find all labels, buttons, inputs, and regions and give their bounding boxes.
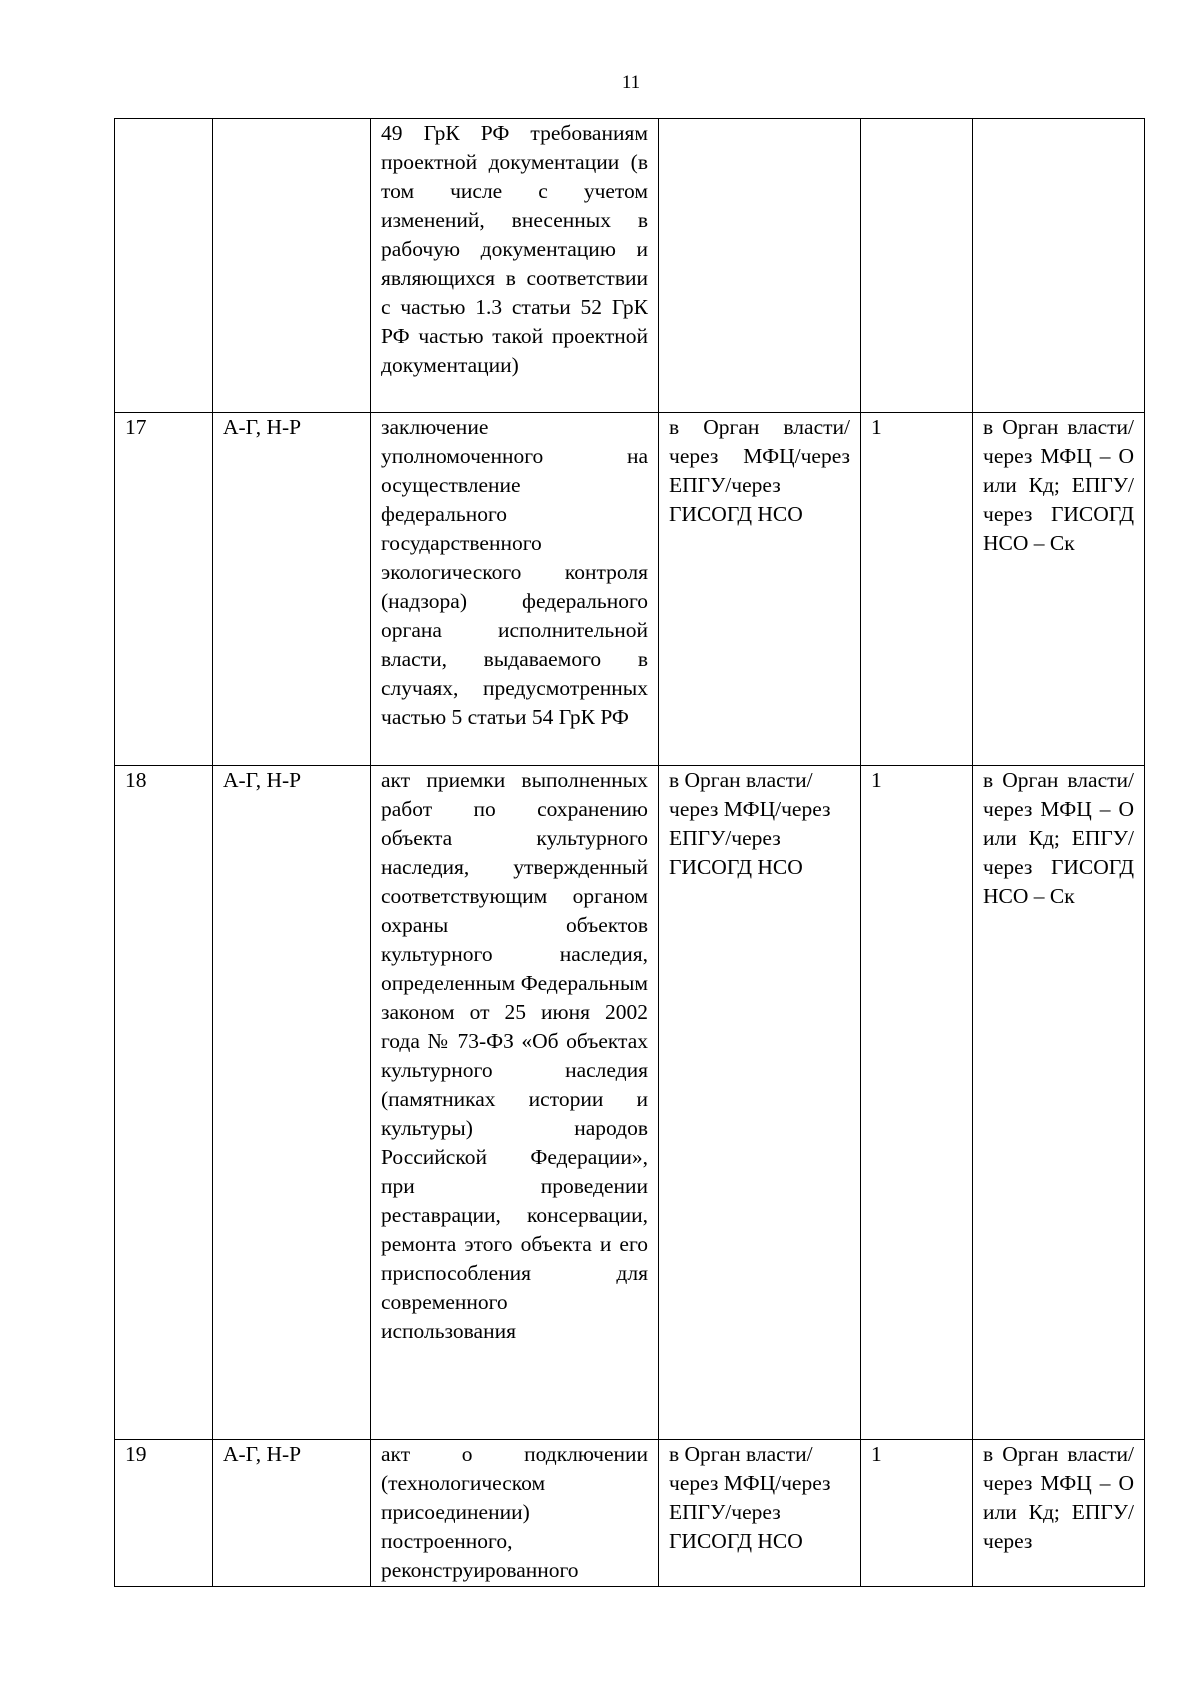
applicant-category: А-Г, Н-Р <box>213 413 371 766</box>
document-count: 1 <box>861 1440 973 1587</box>
document-description: 49 ГрК РФ требованиям проектной документации (в том числе с учетом изменений, внесенных в рабочую документацию и являющихся в соответствии с частью 1.3 статьи 52 ГрК РФ частью такой проектной документации) <box>371 119 659 413</box>
submission-method: в Орган власти/через МФЦ/через ЕПГУ/через ГИСОГД НСО <box>659 413 861 766</box>
applicant-category: А-Г, Н-Р <box>213 766 371 1440</box>
submission-method: в Орган власти/через МФЦ/через ЕПГУ/через ГИСОГД НСО <box>659 766 861 1440</box>
row-number: 19 <box>115 1440 213 1587</box>
document-description: акт приемки выполненных работ по сохранению объекта культурного наследия, утвержденный соответствующим органом охраны объектов культурного наследия, определенным Федеральным законом от 25 июня 2002 года № 73-ФЗ «Об объектах культурного наследия (памятниках истории и культуры) народов Российской Федерации», при проведении реставрации, консервации, ремонта этого объекта и его приспособления для современного использования <box>371 766 659 1440</box>
row-number <box>115 119 213 413</box>
document-count: 1 <box>861 413 973 766</box>
document-form: в Орган власти/через МФЦ – О или Кд; ЕПГУ/через ГИСОГД НСО – Ск <box>973 413 1145 766</box>
table-row <box>115 1440 1145 1587</box>
applicant-category: А-Г, Н-Р <box>213 1440 371 1587</box>
document-form: в Орган власти/через МФЦ – О или Кд; ЕПГУ/через <box>973 1440 1145 1587</box>
submission-method <box>659 119 861 413</box>
table-row <box>115 119 1145 413</box>
row-number: 18 <box>115 766 213 1440</box>
document-description: заключение уполномоченного на осуществление федерального государственного экологического контроля (надзора) федерального органа исполнительной власти, выдаваемого в случаях, предусмотренных частью 5 статьи 54 ГрК РФ <box>371 413 659 766</box>
page-number: 11 <box>621 72 641 93</box>
document-form: в Орган власти/через МФЦ – О или Кд; ЕПГУ/через ГИСОГД НСО – Ск <box>973 766 1145 1440</box>
row-number: 17 <box>115 413 213 766</box>
document-count: 1 <box>861 766 973 1440</box>
document-count <box>861 119 973 413</box>
table-row <box>115 413 1145 766</box>
table-row <box>115 766 1145 1440</box>
document-form <box>973 119 1145 413</box>
submission-method: в Орган власти/через МФЦ/через ЕПГУ/через ГИСОГД НСО <box>659 1440 861 1587</box>
applicant-category <box>213 119 371 413</box>
document-description: акт о подключении (технологическом присоединении) построенного, реконструированного <box>371 1440 659 1587</box>
documents-table <box>114 118 1145 1587</box>
